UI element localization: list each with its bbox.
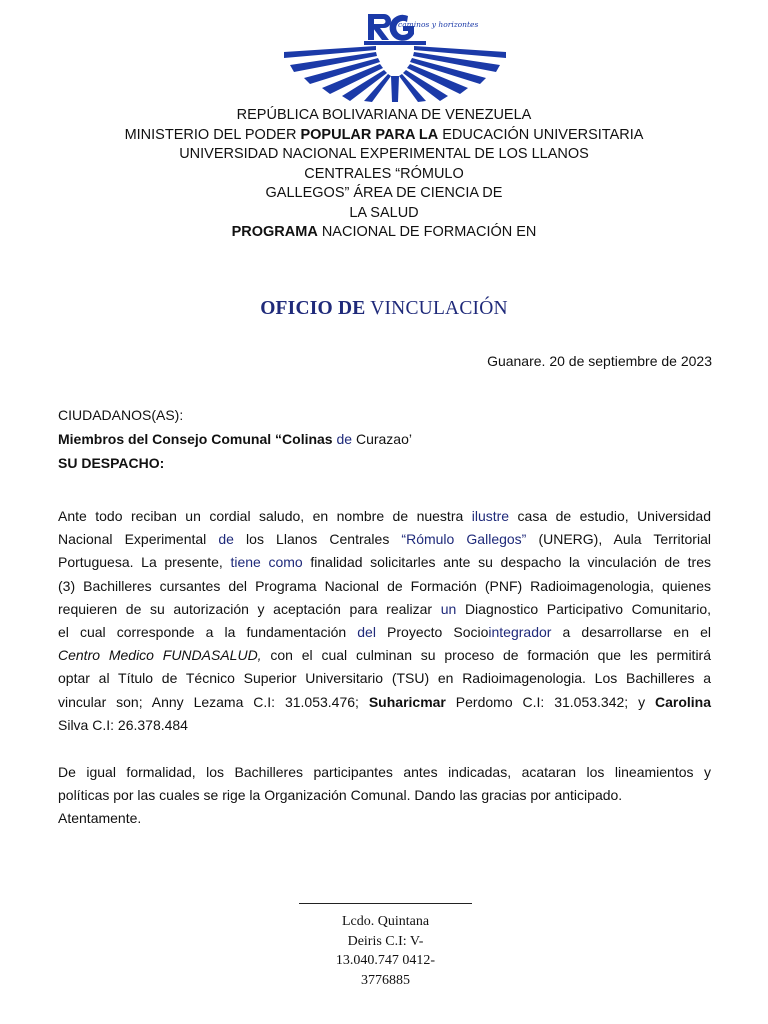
paragraph-line — [58, 598, 711, 621]
body-paragraph-2 — [58, 761, 711, 831]
text-run: Nacional Experimental — [58, 531, 219, 548]
text-run: Perdomo C.I: 31.053.342; y — [445, 693, 655, 710]
text-run: requieren de su autorización y aceptación para realizar — [58, 600, 441, 617]
text-run-bold: Carolina — [654, 693, 711, 710]
paragraph-line: De igual formalidad, los Bachilleres participantes antes indicadas, acataran los lineamientos y — [58, 764, 711, 780]
salutation-block — [58, 403, 412, 475]
paragraph-line: Atentamente. — [58, 810, 142, 827]
text-run: con el cual culminan su proceso de formación que les permitirá — [261, 647, 712, 664]
document-date: Guanare. 20 de septiembre de 2023 — [487, 353, 712, 369]
paragraph-line — [58, 644, 711, 667]
paragraph-line: políticas por las cuales se rige la Organización Comunal. Dando las gracias por anticipado. — [58, 787, 623, 804]
text-run: Portuguesa. La presente, — [58, 554, 231, 571]
paragraph-line: (3) Bachilleres cursantes del Programa Nacional de Formación (PNF) Radioimagenologia, quienes — [58, 577, 711, 594]
header-line — [80, 223, 688, 243]
paragraph-line: Silva C.I: 26.378.484 — [58, 716, 188, 733]
signer-name: Lcdo. Quintana — [341, 914, 430, 929]
document-title — [0, 298, 768, 320]
text-run: integrador — [488, 624, 552, 641]
signature-block — [299, 912, 472, 988]
paragraph-line — [58, 551, 711, 574]
text-run: ilustre — [471, 508, 510, 524]
header-text: MINISTERIO DEL PODER — [124, 126, 301, 143]
addressee-name — [58, 427, 412, 451]
header-line: UNIVERSIDAD NACIONAL EXPERIMENTAL DE LOS LLANOS — [179, 146, 589, 162]
text-run-bold: Suharicmar — [368, 693, 446, 710]
header-text: EDUCACIÓN UNIVERSITARIA — [438, 126, 644, 143]
header-bold-text: PROGRAMA — [231, 224, 318, 240]
text-run: del — [357, 624, 376, 641]
signer-id: Deiris C.I: V- — [347, 933, 424, 949]
header-line: LA SALUD — [349, 204, 419, 221]
paragraph-line — [58, 621, 711, 644]
addressee-text: de — [336, 431, 353, 447]
text-run: Diagnostico Participativo Comunitario, — [456, 600, 711, 617]
text-run: (UNERG), Aula Territorial — [526, 531, 711, 548]
office-label: SU DESPACHO: — [58, 455, 165, 471]
header-line: REPÚBLICA BOLIVARIANA DE VENEZUELA — [236, 107, 532, 123]
institution-header — [80, 106, 688, 243]
paragraph-line — [58, 691, 711, 714]
text-run: vincular son; Anny Lezama C.I: 31.053.476; — [58, 693, 369, 710]
text-run: casa de estudio, Universidad — [509, 508, 711, 524]
text-run: “Rómulo Gallegos” — [401, 531, 527, 548]
text-run: los Llanos Centrales — [233, 531, 402, 548]
title-part: VINCULACIÓN — [370, 298, 508, 319]
text-run: Proyecto Socio — [375, 624, 489, 641]
title-part-bold: OFICIO DE — [260, 298, 366, 319]
addressee-text: Curazao’ — [355, 431, 412, 447]
addressee-label: CIUDADANOS(AS): — [58, 407, 184, 423]
text-run: a desarrollarse en el — [551, 624, 711, 641]
text-run: tiene como — [230, 554, 303, 571]
logo-tagline: caminos y horizontes — [398, 20, 479, 29]
text-run: de — [218, 531, 234, 548]
header-text: NACIONAL DE FORMACIÓN EN — [317, 224, 537, 240]
text-run: Ante todo reciban un cordial saludo, en nombre de nuestra — [58, 508, 472, 524]
paragraph-line: optar al Título de Técnico Superior Universitario (TSU) en Radioimagenologia. Los Bachilleres a — [58, 670, 711, 687]
addressee-bold: Miembros del Consejo Comunal “Colinas — [58, 431, 333, 447]
signer-id-phone: 13.040.747 0412- — [335, 953, 436, 968]
signer-phone: 3776885 — [361, 972, 410, 988]
paragraph-line — [58, 528, 711, 551]
body-paragraph-1 — [58, 505, 711, 737]
header-line: GALLEGOS” ÁREA DE CIENCIA DE — [265, 185, 503, 201]
paragraph-line — [58, 505, 711, 528]
header-bold-text: POPULAR PARA LA — [300, 126, 439, 143]
text-run: un — [440, 600, 457, 617]
text-run: finalidad solicitarles ante su despacho la vinculación de tres — [302, 554, 711, 571]
signature-line — [299, 903, 472, 904]
text-run-italic: Centro Medico FUNDASALUD, — [58, 647, 262, 664]
header-line — [80, 126, 688, 146]
text-run: el cual corresponde a la fundamentación — [58, 624, 358, 641]
header-line: CENTRALES “RÓMULO — [304, 165, 464, 182]
